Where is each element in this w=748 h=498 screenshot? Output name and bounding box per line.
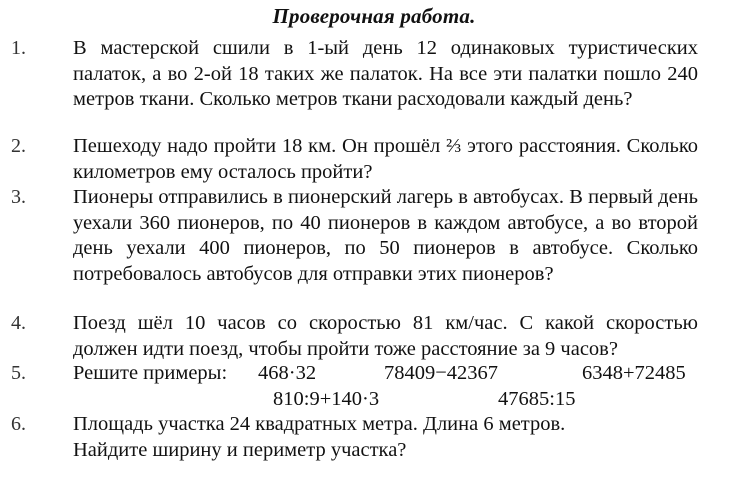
example: 78409−42367 (384, 362, 499, 384)
task-text: В мастерской сшили в 1-ый день 12 одинаковых туристических палаток, а во 2-ой 18 таких же палаток. На все эти палатки пошло 240 метров ткани. Сколько метров ткани расходовали каждый день? (73, 37, 698, 111)
examples-label: Решите примеры: (73, 362, 228, 384)
task-text-line: Найдите ширину и периметр участка? (73, 439, 407, 461)
task-number: 3. (11, 186, 26, 208)
task-text-line: Площадь участка 24 квадратных метра. Длина 6 метров. (73, 413, 566, 435)
example: 468·32 (258, 362, 317, 384)
task-text: Пионеры отправились в пионерский лагерь в автобусах. В первый день уехали 360 пионеров, по 40 пионеров в каждом автобусе, а во второй день уехали 400 пионеров, по 50 пионеров в автобусе. Сколько потребовалось автобусов для отправки этих пионеров? (73, 186, 698, 285)
task-number: 2. (11, 135, 26, 157)
task-number: 4. (11, 312, 26, 334)
task-text: Пешеходу надо пройти 18 км. Он прошёл ⅔ этого расстояния. Сколько километров ему осталось пройти? (73, 135, 698, 183)
worksheet-title: Проверочная работа. (272, 4, 476, 28)
example: 810:9+140·3 (273, 388, 380, 410)
task-number: 1. (11, 37, 26, 59)
example: 6348+72485 (582, 362, 686, 384)
task-number: 5. (11, 362, 26, 384)
example: 47685:15 (498, 388, 576, 410)
task-number: 6. (11, 413, 26, 435)
task-text: Поезд шёл 10 часов со скоростью 81 км/час. С какой скоростью должен идти поезд, чтобы пройти тоже расстояние за 9 часов? (73, 312, 698, 360)
